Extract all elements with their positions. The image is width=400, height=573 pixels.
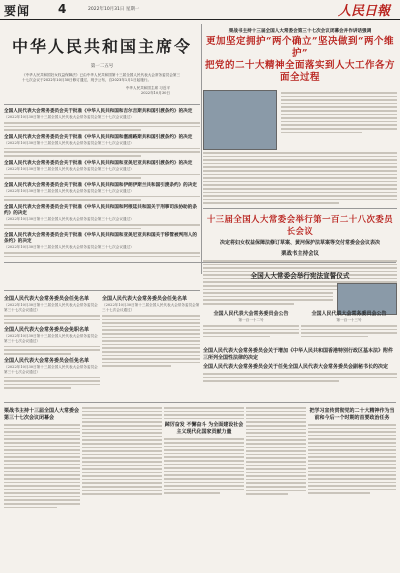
decision-subtitle: （2022年10月30日第十三届全国人民代表大会常务委员会第三十七次会议通过） [4,166,134,171]
bottom-article-1 [4,405,80,510]
decision-title: 全国人民代表大会常务委员会关于批准《中华人民共和国和亚美尼亚共和国关于移管被判刑人的条约》的决定 [4,233,197,245]
section-divider [4,402,396,403]
decision-title: 全国人民代表大会常务委员会关于批准《中华人民共和国和塞浦路斯共和国引渡条约》的决定 [4,134,193,140]
second-subhead: 决定将妇女权益保障法修订草案、黄河保护法草案等交付常委会会议表决 [219,239,380,246]
decision-item [4,109,200,131]
article-title: 踔厉奋发 不懈奋斗 为全面建设社会主义现代化国家贡献力量 [164,422,244,436]
oath-headline: 全国人大常委会举行宪法宣誓仪式 [250,272,350,280]
decision-item [4,135,200,157]
page-number: 4 [58,2,67,16]
list-title: 全国人民代表大会常务委员会任免名单 [4,296,90,302]
list-subtitle: （2022年10月30日第十三届全国人民代表大会常务委员会第三十七次会议通过） [102,303,200,312]
bottom-column-text [82,405,162,497]
list-title: 全国人民代表大会常务委员会免职名单 [4,326,90,333]
decision-title: 全国人民代表大会常务委员会关于增加《中华人民共和国香港特别行政区基本法》附件三所列全国性法律的决定 [203,348,394,361]
decision-subtitle: （2022年10月30日第十三届全国人民代表大会常务委员会第三十七次会议通过） [4,140,134,145]
decision-item [4,233,200,257]
decision-title: 全国人民代表大会常务委员会关于批准《中华人民共和国和阿根廷共和国关于刑事司法协助的条约》的决定 [4,204,197,216]
bottom-article-2 [164,405,244,496]
issue-date: 2022年10月31日 星期一 [88,7,140,12]
second-headline: 十三届全国人大常委会举行第一百二十八次委员长会议 [206,213,394,236]
section-divider [4,262,396,263]
main-headline-1: 更加坚定拥护“两个确立”坚决做到“两个维护” [206,36,394,59]
appointment-column-2 [102,293,200,369]
section-divider [4,290,200,291]
decision-item [4,205,200,229]
appointment-column-1 [4,293,100,391]
decision-subtitle: （2022年10月30日第十三届全国人民代表大会常务委员会第三十七次会议通过） [4,115,134,119]
proclamation-date: 2022年10月30日 [140,91,170,95]
column-divider [201,24,202,274]
notice-title: 全国人民代表大会常务委员会公告 [213,311,289,317]
list-subtitle: （2022年10月30日第十三届全国人民代表大会常务委员会第三十七次会议通过） [4,303,98,312]
proclamation-body: 《中华人民共和国妇女权益保障法》已由中华人民共和国第十三届全国人民代表大会常务委员会第三十七次会议于2022年10月30日修订通过，现予公布，自2023年1月1日起施行。 [22,73,181,82]
main-kicker: 栗战书主持十三届全国人大常委会第三十七次会议闭幕会并作讲话强调 [228,29,372,34]
list-subtitle: （2022年10月30日第十三届全国人民代表大会常务委员会第三十七次会议通过） [4,333,98,343]
main-story-columns [203,152,397,204]
proclamation-signature: 中华人民共和国主席 习近平 [125,86,170,90]
list-title: 全国人民代表大会常务委员会任免名单 [4,357,90,364]
newspaper-logo: 人民日報 [337,4,390,19]
decision-title: 全国人民代表大会常务委员会关于批准《中华人民共和国和亚美尼亚共和国引渡条约》的决定 [4,160,193,166]
notice-title: 全国人民代表大会常务委员会公告 [311,311,387,317]
article-title: 栗战书主持十三届全国人大常委会第三十七次会议闭幕会 [4,408,80,421]
main-story-body [281,90,397,150]
notice-number: 第一百一十三号 [336,318,362,322]
decision-title: 全国人民代表大会常务委员会关于任免全国人民代表大会常务委员会副秘书长的决定 [203,364,389,370]
second-byline: 栗战书主持会议 [281,250,319,257]
main-headline-2: 把党的二十大精神全面落实到人大工作各方面全过程 [204,60,395,83]
bottom-article-3 [308,405,396,496]
article-title: 把学习宣传贯彻党的二十大精神作为当前和今后一个时期的首要政治任务 [309,408,395,421]
list-subtitle: （2022年10月30日第十三届全国人民代表大会常务委员会第三十七次会议通过） [4,364,98,374]
right-column [203,24,397,292]
masthead [0,0,400,20]
section-name: 要闻 [4,4,31,18]
decision-item [4,183,200,201]
decision-subtitle: （2022年10月30日第十三届全国人民代表大会常务委员会第三十七次会议通过） [4,188,134,193]
list-title: 全国人民代表大会常务委员会任免名单 [102,296,188,302]
left-column [4,24,200,259]
right-decisions [203,345,397,384]
decision-item [4,161,200,179]
notice-1 [203,308,299,339]
bottom-column-text [246,405,306,497]
decision-subtitle: （2022年10月30日第十三届全国人民代表大会常务委员会第三十七次会议通过） [4,216,134,221]
meeting-photo [203,90,277,150]
decision-title: 全国人民代表大会常务委员会关于批准《中华人民共和国和吉尔吉斯共和国引渡条约》的决定 [4,109,193,114]
order-number: 第一二五号 [90,64,114,69]
notice-2 [301,308,397,339]
proclamation-title: 中华人民共和国主席令 [11,37,192,56]
decision-list [4,109,200,257]
decision-title: 全国人民代表大会常务委员会关于批准《中华人民共和国和伊朗伊斯兰共和国引渡条约》的决定 [4,182,197,188]
decision-subtitle: （2022年10月30日第十三届全国人民代表大会常务委员会第三十七次会议通过） [4,245,134,250]
notice-number: 第一百一十二号 [238,318,264,322]
